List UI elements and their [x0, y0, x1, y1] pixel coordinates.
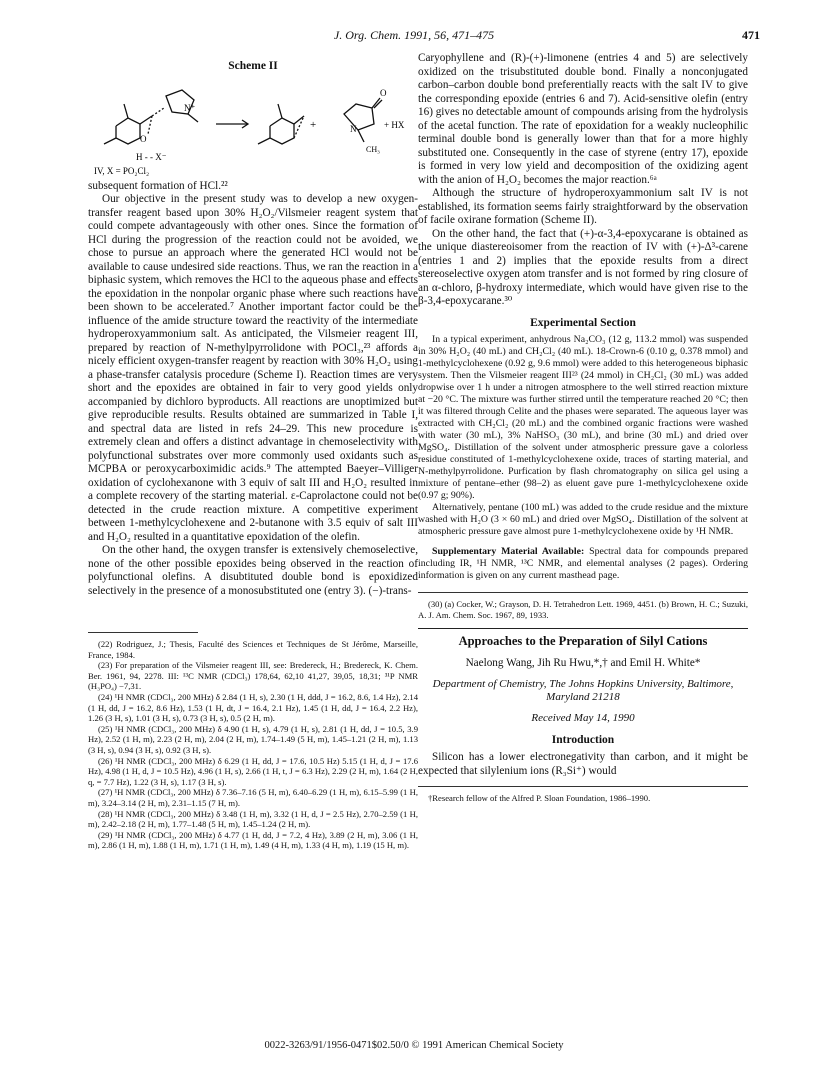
supplementary-text: Spectral data for compounds prepared including IR, ¹H NMR, ¹³C NMR, and elemental analyses (2 pages). Ordering information is given on any current masthead page. — [418, 546, 749, 581]
experimental-paragraph-1: In a typical experiment, anhydrous Na₂CO₃ (12 g, 113.2 mmol) was suspended in 30% H₂O₂ (40 mL) and CH₂Cl₂ (40 mL). 18-Crown-6 (0.10 g, 0.378 mmol) and 1-methylcyclohexene (0.92 g, 9.6 mmol) were added to this heterogeneous biphasic system. Then the Vilsmeier reagent III²³ (24 mmol) in CH₂Cl₂ (30 mL) was added dropwise over 1 h under a nitrogen atmosphere to the well stirred reaction mixture at −20 °C. The mixture was further stirred until the temperature reached 20 °C; then it was filtered through Celite and the phases were separated. The aqueous layer was extracted with CH₂Cl₂ (20 mL) and the combined organic fractions were washed with water (30 mL), 3% NaHSO₃ (30 mL), and brine (30 mL) and dried over MgSO₄. Distillation of the solvent under atmospheric pressure gave a colorless residue constituted of 1-methylcyclohexene oxide, traces of starting material, and N-methylpyrrolidone. Purfication by flash chromatography on silica gel using a mixture of pentane–ether (98–2) as eluent gave pure 1-methylcyclohexene oxide (0.97 g; 90%). — [418, 334, 748, 501]
scheme-label-n: N — [350, 123, 357, 134]
scheme-figure — [88, 80, 418, 176]
footnote-26: (26) ¹H NMR (CDCl₃, 200 MHz) δ 6.29 (1 H, dd, J = 17.6, 10.5 Hz) 5.15 (1 H, d, J = 17.6 Hz), 4.98 (1 H, d, J = 10.5 Hz), 4.96 (1 H, s), 2.66 (1 H, t, J = 6.3 Hz), 2.29 (2 H, m), 1.64 (2 H, q, = 7.7 Hz), 1.22 (3 H, s), 1.17 (3 H, s). — [88, 755, 418, 787]
article-authors: Naelong Wang, Jih Ru Hwu,*,† and Emil H. White* — [465, 656, 701, 669]
left-column — [88, 52, 418, 851]
introduction-text: Silicon has a lower electronegativity than carbon, and it might be expected that silylenium ions (R₃Si⁺) would — [418, 751, 748, 777]
right-column — [418, 52, 748, 804]
received-date: Received May 14, 1990 — [531, 712, 635, 725]
article-affiliation: Department of Chemistry, The Johns Hopkins University, Baltimore, Maryland 21218 — [432, 678, 734, 704]
left-paragraph-3: On the other hand, the oxygen transfer is extensively chemoselective, none of the other possible epoxides being observed in the reaction of polyfunctional olefins. A disubtituted double bond is epoxidized selectively in the presence of a monosubstituted one (entry 3). (−)-trans- — [88, 544, 418, 597]
scheme-plus-1: + — [310, 118, 317, 131]
supplementary-material — [418, 546, 748, 582]
copyright-line: 0022-3263/91/1956-0471$02.50/0 © 1991 American Chemical Society — [264, 1040, 564, 1051]
footnote-separator-right — [418, 592, 748, 593]
scheme-plus-hx: + HX — [384, 119, 405, 130]
left-paragraph-1: subsequent formation of HCl.²² — [88, 179, 228, 192]
scheme-label-ch3: CH₃ — [366, 144, 380, 154]
footnote-23: (23) For preparation of the Vilsmeier reagent III, see: Bredereck, H.; Bredereck, K. Chem. Ber. 1961, 94, 2278. III: ¹³C NMR (CDCl₃) 178,64, 62,10 41,27, 39,05, 18,31; ³¹P NMR (H₃PO₄) −7,31. — [88, 660, 418, 692]
scheme-title: Scheme II — [228, 60, 278, 72]
right-paragraph-2: Although the structure of hydroperoxyammonium salt IV is not established, its formation seems fairly straightforward by the observation of facile oxirane formation (Scheme II). — [418, 187, 748, 226]
footnote-24: (24) ¹H NMR (CDCl₃, 200 MHz) δ 2.84 (1 H, s), 2.30 (1 H, ddd, J = 16.2, 8.6, 1.4 Hz), 2.14 (1 H, dd, J = 16.2, 8.6 Hz), 1.53 (1 H, dt, J = 16.4, 2.1 Hz), 1.45 (1 H, dd, J = 16.4, 2.2 Hz), 1.26 (3 H, s), 1.01 (3 H, s), 0.73 (3 H, s), 0.5 (2 H, m). — [88, 691, 418, 724]
scheme-label-hx: H - - X⁻ — [136, 151, 167, 162]
scheme-label-o2: O — [380, 87, 387, 98]
footnote-29: (29) ¹H NMR (CDCl₃, 200 MHz) δ 4.77 (1 H, dd, J = 7.2, 4 Hz), 3.89 (2 H, m), 3.06 (1 H, m), 2.86 (1 H, m), 1.88 (1 H, m), 1.71 (1 H, m), 1.49 (4 H, m), 1.33 (4 H, m), 1.19 (15 H, m). — [88, 829, 418, 851]
left-paragraph-2: Our objective in the present study was to develop a new oxygen-transfer reagent based upon 30% H₂O₂/Vilsmeier reagent system that could compete advantageously with other ones. Since the formation of HCl during the progression of the reaction could not be avoided, we chose to pursue an approach where the generated HCl would not be available to cause undesired side reactions. Thus, we ran the reaction in a biphasic system, which removes the HCl to the aqueous phase and effects the epoxidation in the nonpolar organic phase where such reactions have been shown to be accelerated.⁷ Another important factor could be the influence of the amide structure toward the reactivity of the intermediate hydroperoxyammonium salt. As anticipated, the Vilsmeier reagent III, prepared by reaction of N-methylpyrrolidone with POCl₃,²³ affords a nicely efficient oxygen-transfer reagent by reaction with 30% H₂O₂ using a phase-transfer catalysis procedure (Scheme I). Reaction times are very short and the epoxides are obtained in fair to very good yields only accompanied by dichloro byproducts. All reactions are unoptimized but give reproducible results. Results obtained are summarized in Table I, and spectral data are listed in refs 24–29. This new procedure is extremely clean and offers a distinct advantage in chemoselectivity with polyfunctional substrates over more commonly used oxidants such as MCPBA or peroxycarboximidic acids.⁹ The attempted Baeyer–Villiger oxidation of cyclohexanone with 3 equiv of salt III and H₂O₂ resulted in a complete recovery of the starting material. ε-Caprolactone could not be detected in the crude reaction mixture. A competitive experiment between 1-methylcyclohexene and 2-butanone with 3.5 equiv of salt III and H₂O₂ resulted in a quantitative epoxidation of the olefin. — [88, 193, 418, 543]
footnote-separator — [88, 632, 198, 633]
footnote-28: (28) ¹H NMR (CDCl₃, 200 MHz) δ 3.48 (1 H, m), 3.32 (1 H, d, J = 2.5 Hz), 2.70–2.59 (1 H, m), 2.42–2.18 (2 H, m), 1.77–1.48 (5 H, m), 1.45–1.24 (2 H, m). — [88, 808, 418, 830]
introduction-heading: Introduction — [551, 733, 615, 746]
article-separator — [418, 628, 748, 629]
article-title: Approaches to the Preparation of Silyl Cations — [458, 634, 708, 649]
dagger-separator — [418, 786, 748, 787]
right-paragraph-1: Caryophyllene and (R)-(+)-limonene (entries 4 and 5) are selectively oxidized on the trisubstituted double bond. Finally a nonconjugated carbon–carbon double bond preferentially reacts with the salt IV to give the corresponding epoxide (entries 6 and 7). Acid-sensitive olefin (entry 16) gives no detectable amount of compounds arising from the hydrolysis of the acetal function. The rate of epoxidation for a weakly nucleophilic terminal double bond is generally lower than that for a more highly substituted one. Consequently in the case of styrene (entry 17), epoxide is formed in very low yield and decomposition of the oxidizing agent with the anion of H₂O₂ becomes the major reaction.⁶ᵃ — [418, 52, 748, 186]
scheme-label-o: O — [140, 133, 147, 144]
footnote-25: (25) ¹H NMR (CDCl₃, 200 MHz) δ 4.90 (1 H, s), 4.79 (1 H, s), 2.81 (1 H, dd, J = 10.5, 3.9 Hz), 2.52 (1 H, m), 2.23 (2 H, m), 2.04 (2 H, m), 1.74–1.49 (5 H, m), 1.45–1.21 (2 H, m), 1.13 (3 H, s), 0.94 (3 H, s), 0.92 (3 H, s). — [88, 723, 418, 755]
experimental-paragraph-2: Alternatively, pentane (100 mL) was added to the crude residue and the mixture washed with H₂O (3 × 60 mL) and dried over MgSO₄. Distillation of the solvent at atmospheric pressure gave almost pure 1-methylcyclohexene oxide by ¹H NMR. — [418, 502, 748, 537]
running-title: J. Org. Chem. 1991, 56, 471–475 — [333, 28, 495, 42]
page-number: 471 — [742, 28, 760, 42]
footnote-27: (27) ¹H NMR (CDCl₃, 200 MHz) δ 7.36–7.16 (5 H, m), 6.40–6.29 (1 H, m), 6.15–5.99 (1 H, m), 3.24–3.14 (2 H, m), 2.31–1.15 (7 H, m). — [88, 787, 418, 808]
supplementary-label: Supplementary Material Available: — [432, 546, 585, 557]
dagger-footnote: †Research fellow of the Alfred P. Sloan Foundation, 1986–1990. — [428, 793, 651, 804]
scheme-ii-diagram — [88, 80, 418, 176]
right-paragraph-3: On the other hand, the fact that (+)-α-3,4-epoxycarane is obtained as the unique diastereoisomer from the reaction of IV with (+)-Δ³-carene (entries 1 and 2) implies that the epoxide results from a direct stereoselective oxygen atom transfer and is not formed by ring closure of an α-chloro, β-hydroxy intermediate, which would have given rise to the β-3,4-epoxycarane.³⁰ — [418, 227, 748, 307]
scheme-label-nplus: N⁺ — [184, 102, 196, 113]
experimental-heading: Experimental Section — [530, 316, 636, 329]
footnote-22: (22) Rodriguez, J.; Thesis, Faculté des Sciences et Techniques de St Jérôme, Marseille, France, 1984. — [88, 639, 418, 660]
scheme-caption: IV, X = PO₂Cl₂ — [94, 165, 150, 176]
footnote-30: (30) (a) Cocker, W.; Grayson, D. H. Tetrahedron Lett. 1969, 4451. (b) Brown, H. C.; Suzuki, A. J. Am. Chem. Soc. 1967, 89, 1933. — [418, 599, 748, 620]
